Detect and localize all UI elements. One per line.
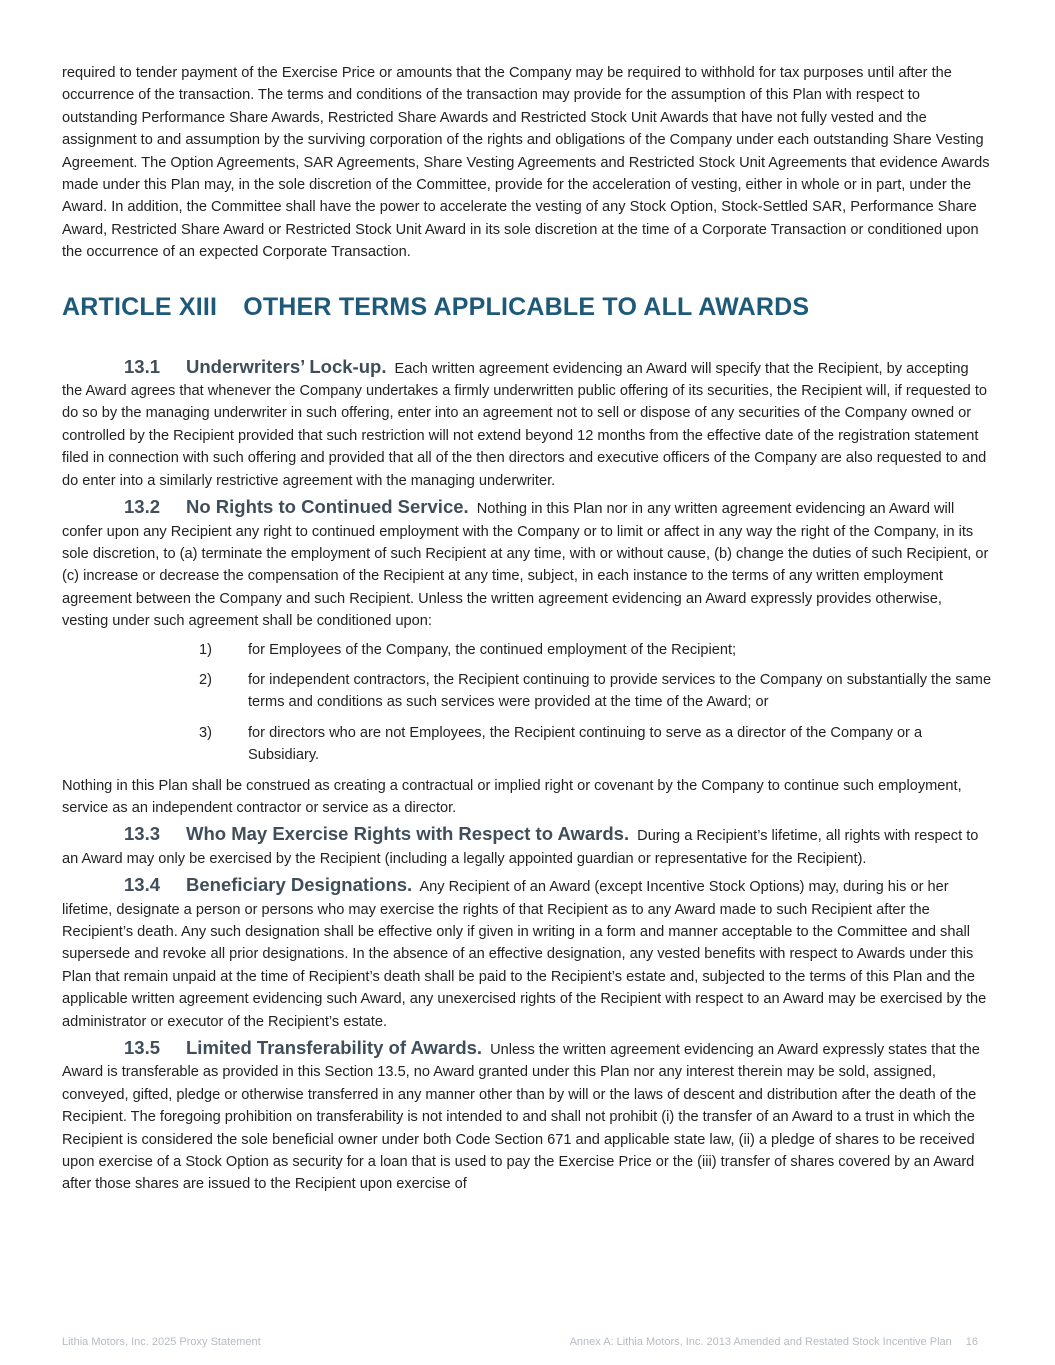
list-item-number: 1) [199,641,212,658]
list-item-text: for independent contractors, the Recipient continuing to provide services to the Company on substantially the same terms and conditions as such services were provided at the time of the Award; or [248,671,992,711]
footer-publication: Lithia Motors, Inc. 2025 Proxy Statement [62,1336,261,1348]
article-title: OTHER TERMS APPLICABLE TO ALL AWARDS [243,292,810,321]
article-heading [62,292,992,322]
section-13-3 [62,823,992,870]
list-item [199,639,992,661]
section-text: Unless the written agreement evidencing an Award expressly states that the Award is transferable as provided in this Section 13.5, no Award granted under this Plan nor any interest therein may be sold, assigned, conveyed, gifted, pledge or otherwise transferred in any manner other than by will or the laws of descent and distribution after the death of the Recipient. The foregoing prohibition on transferability is not intended to and shall not prohibit (i) the transfer of an Award to a trust in which the Recipient is considered the sole beneficial owner under both Code Section 671 and applicable state law, (ii) a pledge of shares to be received upon exercise of a Stock Option as security for a loan that is used to pay the Exercise Price or the (iii) transfer of shares covered by an Award after those shares are issued to the Recipient upon exercise of [62,1042,980,1193]
section-number: 13.3 [124,823,161,845]
article-number: ARTICLE XIII [62,292,218,321]
section-title: No Rights to Continued Service. [186,496,469,518]
footer-annex-title: Annex A: Lithia Motors, Inc. 2013 Amended and Restated Stock Incentive Plan [569,1336,952,1348]
section-13-4 [62,874,992,1033]
list-item [199,669,992,714]
section-number: 13.4 [124,874,161,896]
section-number: 13.1 [124,355,161,377]
list-item [199,722,992,767]
section-title: Who May Exercise Rights with Respect to Awards. [186,823,630,845]
intro-paragraph: required to tender payment of the Exercise Price or amounts that the Company may be required to withhold for tax purposes until after the occurrence of the transaction. The terms and conditions of the transaction may provide for the assumption of this Plan with respect to outstanding Performance Share Awards, Restricted Share Awards and Restricted Stock Unit Awards that have not fully vested and the assignment to and assumption by the surviving corporation of the rights and obligations of the Company under each outstanding Share Vesting Agreement. The Option Agreements, SAR Agreements, Share Vesting Agreements and Restricted Stock Unit Agreements that evidence Awards made under this Plan may, in the sole discretion of the Committee, provide for the acceleration of vesting, either in whole or in part, under the Award. In addition, the Committee shall have the power to accelerate the vesting of any Stock Option, Stock-Settled SAR, Performance Share Award, Restricted Share Award or Restricted Stock Unit Award in its sole discretion at the time of a Corporate Transaction or conditioned upon the occurrence of an expected Corporate Transaction. [62,65,990,261]
section-13-1 [62,356,992,492]
footer-right [556,1336,978,1348]
section-13-2 [62,496,992,632]
list-item-text: for directors who are not Employees, the Recipient continuing to serve as a director of the Company or a Subsidiary. [248,724,923,764]
list-item-number: 3) [199,724,212,741]
list-item-number: 2) [199,671,212,688]
list-item-text: for Employees of the Company, the continued employment of the Recipient; [248,641,737,658]
section-number: 13.5 [124,1037,161,1059]
section-number: 13.2 [124,496,161,518]
section-text: During a Recipient’s lifetime, all rights with respect to an Award may only be exercised by the Recipient (including a legally appointed guardian or representative for the Recipient). [62,828,979,867]
section-title: Limited Transferability of Awards. [186,1037,483,1059]
section-text: Nothing in this Plan nor in any written agreement evidencing an Award will confer upon any Recipient any right to continued employment with the Company or to limit or affect in any way the right of the Company, in its sole discretion, to (a) terminate the employment of such Recipient at any time, with or without cause, (b) change the duties of such Recipient, or (c) increase or decrease the compensation of the Recipient at any time, subject, in each instance to the terms of any written employment agreement between the Company and such Recipient. Unless the written agreement evidencing an Award expressly provides otherwise, vesting under such agreement shall be conditioned upon: [62,501,989,630]
vesting-conditions-list [199,639,992,767]
section-13-5 [62,1037,992,1196]
document-page [62,62,992,1200]
section-text: Each written agreement evidencing an Award will specify that the Recipient, by accepting the Award agrees that whenever the Company undertakes a firmly underwritten public offering of its securities, the Recipient will, if requested to do so by the managing underwriter in such offering, enter into an agreement not to sell or dispose of any securities of the Company owned or controlled by the Recipient provided that such restriction will not extend beyond 12 months from the effective date of the registration statement filed in connection with such offering and provided that all of the then directors and executive officers of the Company are also requested to and do enter into a similarly restrictive agreement with the managing underwriter. [62,360,988,489]
section-title: Beneficiary Designations. [186,874,413,896]
page-footer [62,1336,978,1348]
section-13-2-closing: Nothing in this Plan shall be construed as creating a contractual or implied right or covenant by the Company to continue such employment, service as an independent contractor or service as a director. [62,777,962,816]
section-title: Underwriters’ Lock-up. [186,355,387,377]
page-number: 16 [965,1336,978,1348]
section-text: Any Recipient of an Award (except Incentive Stock Options) may, during his or her lifetime, designate a person or persons who may exercise the rights of that Recipient as to any Award made to such Recipient after the Recipient’s death. Any such designation shall be effective only if given in writing in a form and manner acceptable to the Committee and shall supersede and revoke all prior designations. In the absence of an effective designation, any vested benefits with respect to Awards under this Plan that remain unpaid at the time of Recipient’s death shall be paid to the Recipient’s estate and, subjected to the terms of this Plan and the applicable written agreement evidencing such Award, any unexercised rights of the Recipient with respect to an Award may be exercised by the administrator or executor of the Recipient’s estate. [62,879,987,1030]
